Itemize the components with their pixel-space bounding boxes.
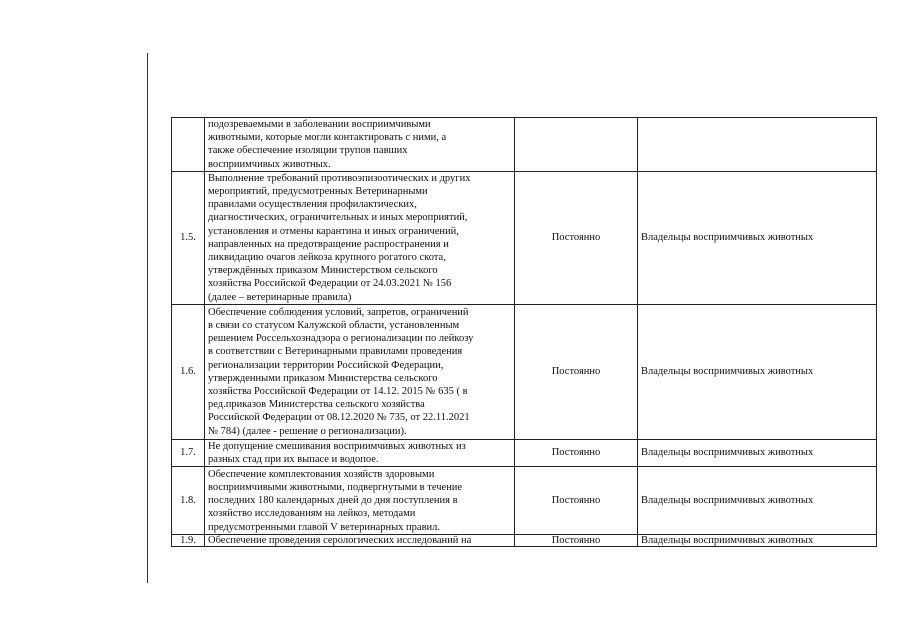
measure-responsible: Владельцы восприимчивых животных [638,535,877,547]
description-line: Выполнение требований противоэпизоотических и других [208,172,471,184]
description-line: последних 180 календарных дней до дня поступления в [208,495,458,507]
measure-responsible: Владельцы восприимчивых животных [638,439,877,466]
description-line: в связи со статусом Калужской области, установленным [208,320,460,332]
description-line: решением Россельхознадзора о регионализации по лейкозу [208,333,474,345]
description-line: Российской Федерации от 08.12.2020 № 735, от 22.11.2021 [208,412,470,424]
measure-term: Постоянно [515,171,638,304]
description-line: хозяйство исследованиям на лейкоз, методами [208,508,416,520]
description-line: правилами осуществления профилактических, [208,199,417,211]
description-line: животными, которые могли контактировать с ними, а [208,132,447,144]
description-line: предусмотренными главой V ветеринарных правил. [208,521,441,533]
description-line: Обеспечение соблюдения условий, запретов, ограничений [208,306,469,318]
row-number: 1.7. [172,439,205,466]
description-line: регионализации территории Российской Федерации, [208,359,444,371]
description-line: № 784) (далее - решение о регионализации). [208,425,407,437]
description-line: хозяйства Российской Федерации от 24.03.2021 № 156 [208,278,452,290]
measure-term: Постоянно [515,304,638,439]
description-line: утвержденными приказом Министерства сельского [208,372,438,384]
binding-margin-line [147,53,148,583]
table-row [172,118,877,172]
table-row [172,535,877,547]
measure-responsible: Владельцы восприимчивых животных [638,171,877,304]
description-line: ред.приказов Министерства сельского хозяйства [208,399,425,411]
table-row [172,467,877,535]
description-line: утверждённых приказом Министерством сельского [208,265,438,277]
measures-table-body [172,118,877,547]
measure-term: Постоянно [515,467,638,535]
description-line: направленных на предотвращение распространения и [208,238,449,250]
measure-responsible: Владельцы восприимчивых животных [638,467,877,535]
table-row [172,439,877,466]
description-line: ликвидацию очагов лейкоза крупного рогатого скота, [208,252,446,264]
row-number [172,118,205,172]
description-line: подозреваемыми в заболевании восприимчивыми [208,119,431,130]
measure-description [205,118,515,172]
measure-term [515,118,638,172]
measures-table [171,117,877,547]
description-line: установления и отмены карантина и иных ограничений, [208,225,459,237]
measure-responsible [638,118,877,172]
measure-responsible: Владельцы восприимчивых животных [638,304,877,439]
description-line: хозяйства Российской Федерации от 14.12. 2015 № 635 ( в [208,386,468,398]
measure-description [205,467,515,535]
table-row [172,304,877,439]
description-line: диагностических, ограничительных и иных мероприятий, [208,212,468,224]
measure-description [205,304,515,439]
description-line: восприимчивых животных. [208,158,331,170]
description-line: разных стад при их выпасе и водопое. [208,454,379,466]
description-line: мероприятий, предусмотренных Ветеринарными [208,186,428,198]
row-number: 1.8. [172,467,205,535]
description-line: восприимчивыми животными, подвергнутыми в течение [208,481,463,493]
measure-term: Постоянно [515,439,638,466]
measure-term: Постоянно [515,535,638,547]
measure-description [205,535,515,547]
measure-description [205,439,515,466]
description-line: в соответствии с Ветеринарными правилами проведения [208,346,463,358]
description-line: Не допущение смешивания восприимчивых животных из [208,440,466,452]
description-line: (далее – ветеринарные правила) [208,291,352,303]
measure-description [205,171,515,304]
row-number: 1.6. [172,304,205,439]
row-number: 1.9. [172,535,205,547]
row-number: 1.5. [172,171,205,304]
table-row [172,171,877,304]
description-line: также обеспечение изоляции трупов павших [208,145,408,157]
description-line: Обеспечение проведения серологических исследований на [208,535,472,547]
description-line: Обеспечение комплектования хозяйств здоровыми [208,468,435,480]
